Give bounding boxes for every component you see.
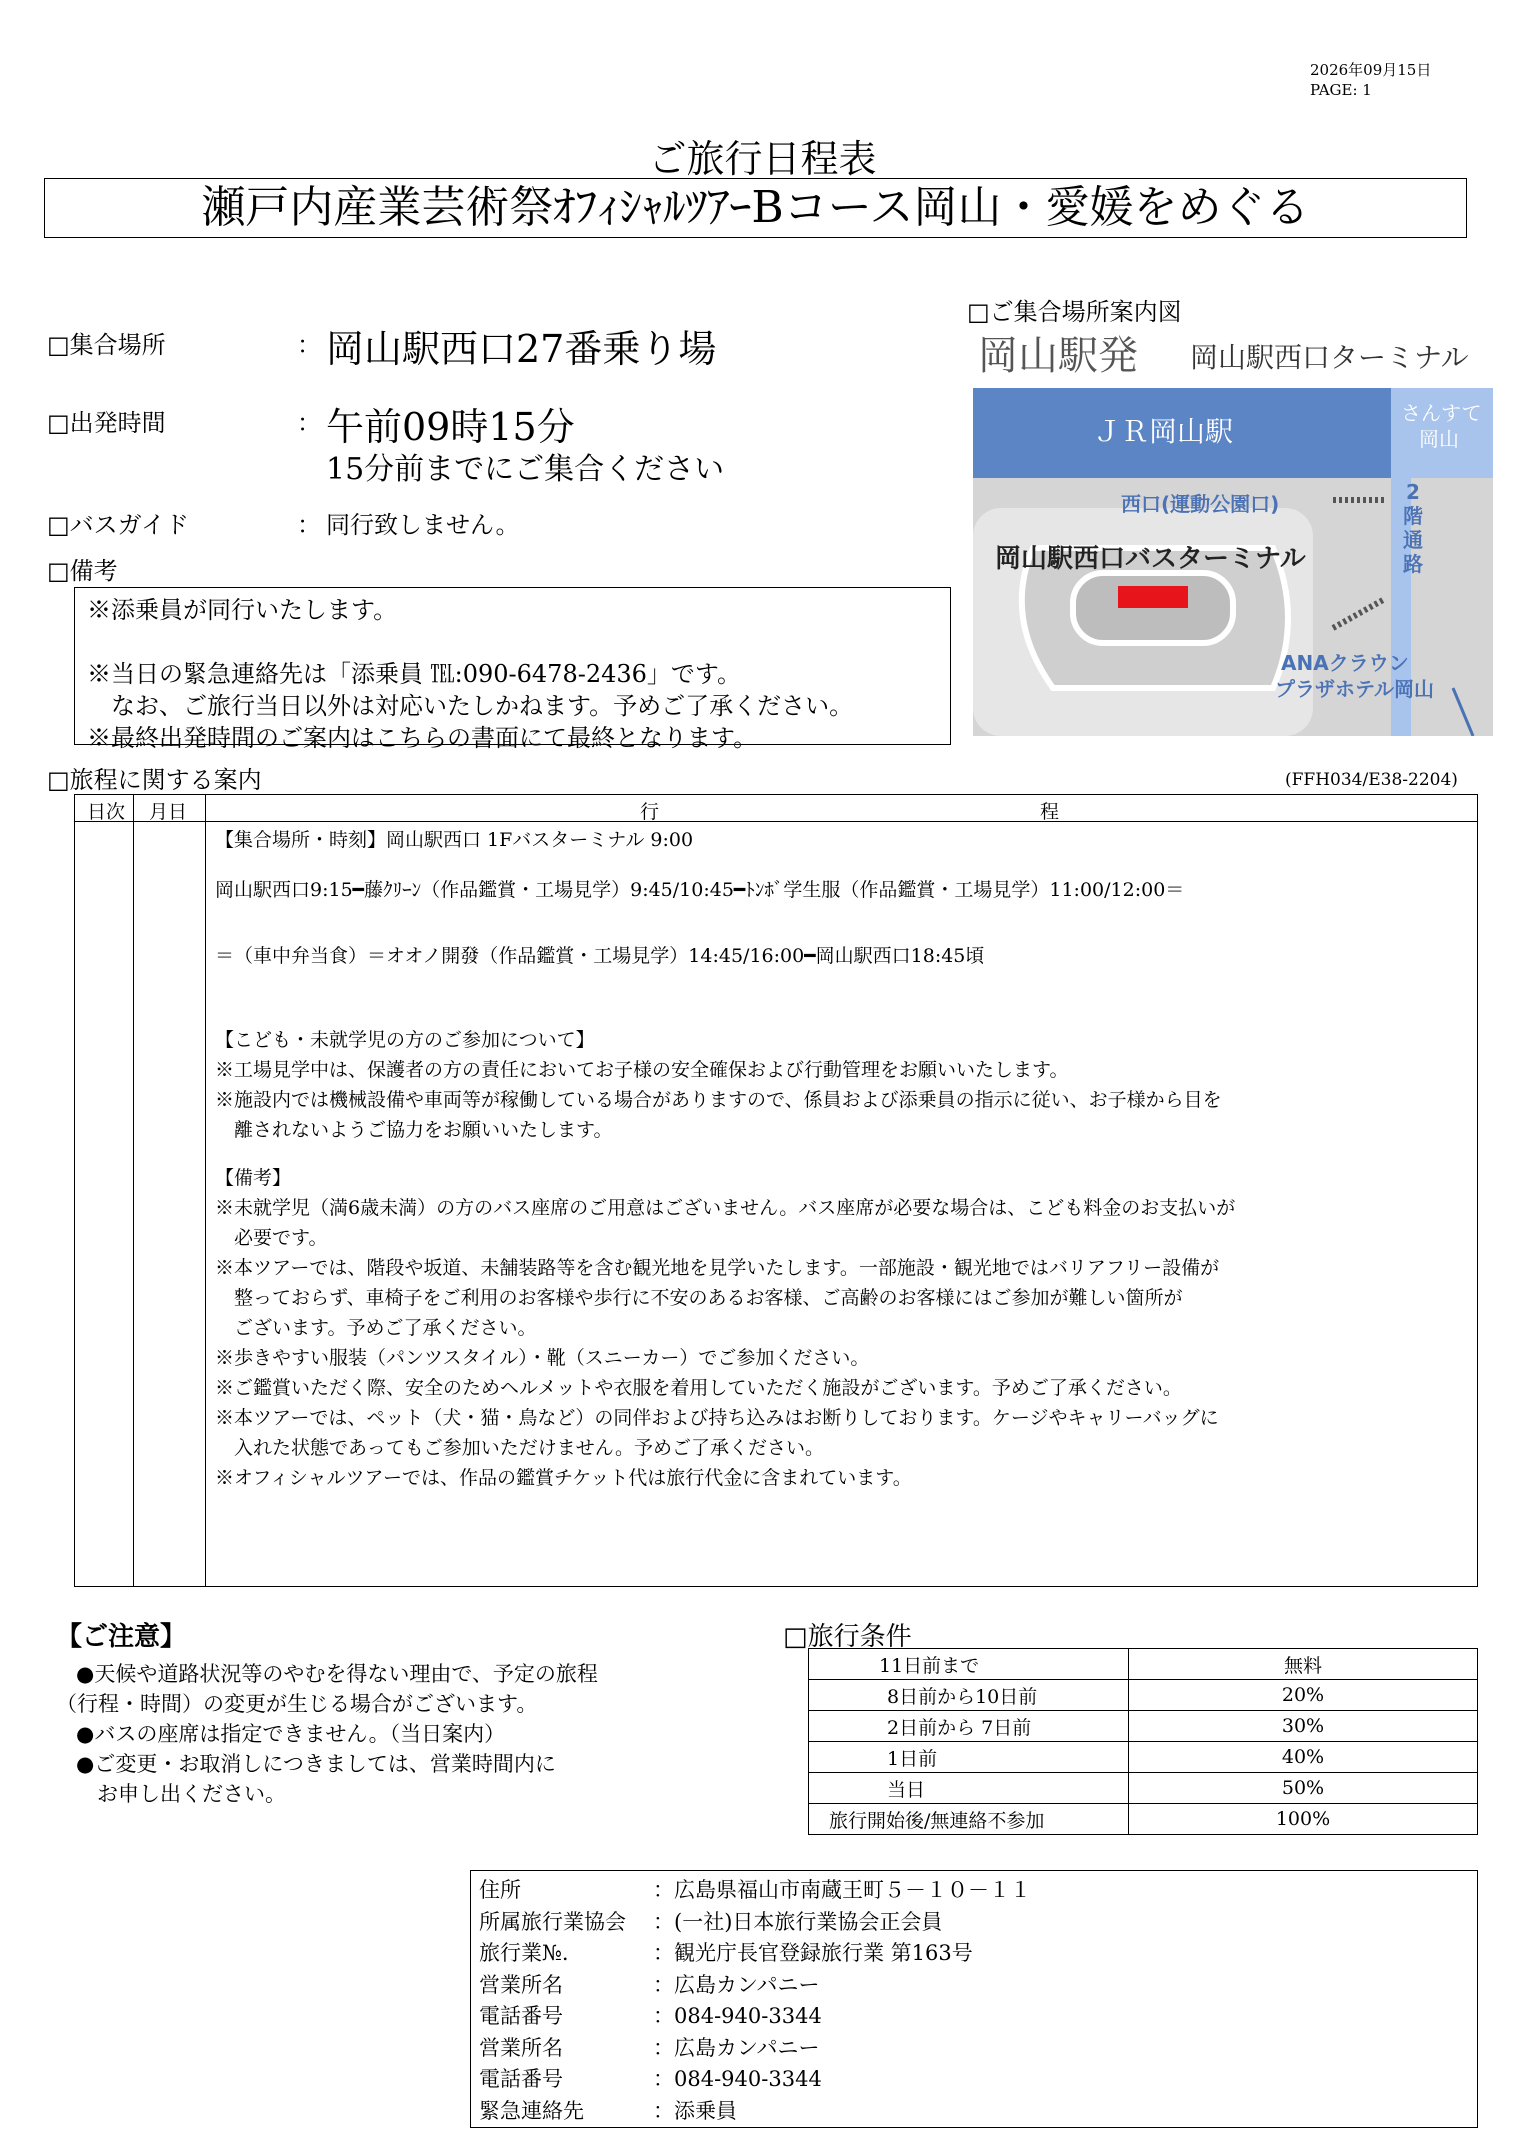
- itinerary-code: (FFH034/E38-2204): [1285, 770, 1458, 790]
- itinerary-line: 必要です。: [215, 1227, 328, 1249]
- condition-fee: 100%: [1129, 1804, 1478, 1835]
- itinerary-line: 【備考】: [215, 1167, 292, 1189]
- map-sansute: [1401, 400, 1482, 452]
- departure-colon: ：: [297, 409, 321, 437]
- company-value: ：広島カンパニー: [653, 1972, 820, 1997]
- header-itinerary-2: 程: [1040, 801, 1060, 823]
- map-floor2-char: 2: [1406, 480, 1420, 504]
- remarks-line: ※最終出発時間のご案内はこちらの書面にて最終となります。: [87, 724, 758, 752]
- itinerary-line: ございます。予めご了承ください。: [215, 1317, 537, 1339]
- document-title: ご旅行日程表: [648, 137, 877, 181]
- company-value: ：観光庁長官登録旅行業 第163号: [653, 1941, 973, 1965]
- remarks-label: □備考: [47, 557, 118, 585]
- tour-title-box: [44, 178, 1467, 238]
- itinerary-content: [215, 825, 1457, 1493]
- itinerary-line: ※施設内では機械設備や車両等が稼働している場合がありますので、係員および添乗員の指示に従い、お子様から目を: [215, 1089, 1222, 1111]
- company-key: 旅行業№.: [479, 1941, 569, 1965]
- map-label: □ご集合場所案内図: [967, 298, 1182, 326]
- company-key: 営業所名: [479, 1972, 563, 1997]
- map-bus-terminal: 岡山駅西口バスターミナル: [995, 544, 1306, 574]
- map-sansute-line1: さんすて: [1401, 401, 1482, 425]
- condition-period: 8日前から10日前: [809, 1680, 1129, 1711]
- itinerary-line: ※ご鑑賞いただく際、安全のためヘルメットや衣服を着用していただく施設がございます。予めご了承ください。: [215, 1377, 1182, 1399]
- guide-colon: ：: [297, 511, 321, 539]
- map-second-floor-corridor: [1401, 480, 1425, 576]
- conditions-row: [809, 1773, 1478, 1804]
- remarks-line: ※当日の緊急連絡先は「添乗員 ℡:090-6478-2436」です。: [87, 660, 741, 688]
- remarks-line: なお、ご旅行当日以外は対応いたしかねます。予めご了承ください。: [87, 692, 854, 720]
- column-divider: [205, 795, 206, 1586]
- condition-period: 旅行開始後/無連絡不参加: [809, 1804, 1129, 1835]
- header-day: 日次: [87, 801, 126, 823]
- itinerary-line: [215, 905, 1457, 941]
- meeting-colon: ：: [297, 331, 321, 359]
- remarks-line: ※添乗員が同行いたします。: [87, 596, 398, 624]
- caution-line: （行程・時間）の変更が生じる場合がございます。: [56, 1692, 538, 1716]
- caution-list: [56, 1659, 598, 1809]
- company-value: ：広島カンパニー: [653, 2035, 820, 2060]
- company-value: ：広島県福山市南蔵王町５－１０－１１: [653, 1878, 1031, 1902]
- departure-note: 15分前までにご集合ください: [326, 452, 725, 487]
- map-heading-small: 岡山駅西口ターミナル: [1190, 341, 1469, 374]
- map-floor2-char: 通: [1403, 528, 1423, 552]
- itinerary-line: ※未就学児（満6歳未満）の方のバス座席のご用意はございません。バス座席が必要な場合は、こども料金のお支払いが: [215, 1197, 1236, 1219]
- condition-fee: 50%: [1129, 1773, 1478, 1804]
- company-row: [479, 2064, 1469, 2096]
- company-row: [479, 2033, 1469, 2065]
- conditions-table: [808, 1648, 1478, 1835]
- meeting-place-map: [973, 388, 1493, 736]
- meeting-label: □集合場所: [47, 331, 166, 359]
- column-divider: [133, 795, 134, 1586]
- company-row: [479, 1938, 1469, 1970]
- company-value: ：(一社)日本旅行業協会正会員: [653, 1909, 943, 1934]
- company-value: ：添乗員: [653, 2098, 737, 2123]
- page-number: PAGE: 1: [1310, 81, 1372, 99]
- map-floor2-char: 階: [1403, 504, 1423, 528]
- itinerary-line: [215, 1001, 1457, 1025]
- company-info-box: [470, 1870, 1478, 2128]
- caution-line: お申し出ください。: [76, 1782, 286, 1806]
- itinerary-table: [74, 794, 1478, 1587]
- company-row: [479, 2096, 1469, 2128]
- map-west-exit: 西口(運動公園口): [1121, 492, 1280, 516]
- itinerary-line: [215, 1145, 1457, 1163]
- condition-fee: 40%: [1129, 1742, 1478, 1773]
- company-key: 住所: [479, 1878, 521, 1902]
- itinerary-line: 【集合場所・時刻】岡山駅西口 1Fバスターミナル 9:00: [215, 829, 694, 851]
- guide-value: 同行致しません。: [326, 511, 520, 539]
- caution-line: ●バスの座席は指定できません。（当日案内）: [76, 1722, 506, 1746]
- caution-section: [56, 1616, 598, 1809]
- conditions-row: [809, 1711, 1478, 1742]
- condition-fee: 30%: [1129, 1711, 1478, 1742]
- departure-value: 午前09時15分: [326, 405, 575, 449]
- itinerary-line: 整っておらず、車椅子をご利用のお客様や歩行に不安のあるお客様、ご高齢のお客様にはご参加が難しい箇所が: [215, 1287, 1183, 1309]
- map-hotel-line1: ANAクラウン: [1281, 651, 1409, 675]
- header-date: 月日: [149, 801, 188, 823]
- remarks-box: [74, 587, 951, 752]
- itinerary-line: ※本ツアーでは、階段や坂道、未舗装路等を含む観光地を見学いたします。一部施設・観光地ではバリアフリー設備が: [215, 1257, 1220, 1279]
- conditions-row: [809, 1804, 1478, 1835]
- caution-title: 【ご注意】: [56, 1622, 187, 1652]
- company-key: 電話番号: [479, 2067, 563, 2091]
- itinerary-line: 【こども・未就学児の方のご参加について】: [215, 1029, 595, 1051]
- map-hotel: [1275, 650, 1434, 702]
- company-row: [479, 1970, 1469, 2002]
- itinerary-label: □旅程に関する案内: [47, 766, 262, 794]
- itinerary-line: 岡山駅西口9:15━藤ｸﾘｰﾝ（作品鑑賞・工場見学）9:45/10:45━ﾄﾝﾎﾞ学生服（作品鑑賞・工場見学）11:00/12:00＝: [215, 879, 1185, 901]
- itinerary-line: ※本ツアーでは、ペット（犬・猫・鳥など）の同伴および持ち込みはお断りしております。ケージやキャリーバッグに: [215, 1407, 1219, 1429]
- map-sansute-line2: 岡山: [1419, 427, 1459, 451]
- map-hotel-line2: プラザホテル岡山: [1275, 677, 1434, 701]
- conditions-row: [809, 1742, 1478, 1773]
- map-floor2-char: 路: [1403, 552, 1423, 576]
- caution-line: ●ご変更・お取消しにつきましては、営業時間内に: [76, 1752, 556, 1776]
- remarks-line: [87, 626, 938, 658]
- itinerary-line: [215, 971, 1457, 1001]
- company-value: ：084-940-3344: [653, 2067, 822, 2091]
- company-row: [479, 1875, 1469, 1907]
- itinerary-line: ＝（車中弁当食）＝オオノ開發（作品鑑賞・工場見学）14:45/16:00━岡山駅西口18:45頃: [215, 945, 985, 967]
- condition-period: 当日: [809, 1773, 1129, 1804]
- company-key: 営業所名: [479, 2035, 563, 2060]
- header-date-block: [1310, 60, 1431, 100]
- itinerary-line: ※工場見学中は、保護者の方の責任においてお子様の安全確保および行動管理をお願いいたします。: [215, 1059, 1069, 1081]
- itinerary-line: 入れた状態であってもご参加いただけません。予めご了承ください。: [215, 1437, 824, 1459]
- condition-period: 1日前: [809, 1742, 1129, 1773]
- meeting-value: 岡山駅西口27番乗り場: [326, 327, 717, 371]
- departure-label: □出発時間: [47, 409, 166, 437]
- tour-title: 瀬戸内産業芸術祭ｵﾌｨｼｬﾙﾂｱｰBコース岡山・愛媛をめぐる: [201, 182, 1310, 233]
- itinerary-line: 離されないようご協力をお願いいたします。: [215, 1119, 613, 1141]
- conditions-title: □旅行条件: [783, 1622, 912, 1652]
- print-date: 2026年09月15日: [1310, 61, 1432, 79]
- conditions-row: [809, 1649, 1478, 1680]
- itinerary-line: ※歩きやすい服装（パンツスタイル）・靴（スニーカー）でご参加ください。: [215, 1347, 870, 1369]
- company-value: ：084-940-3344: [653, 2004, 822, 2028]
- company-key: 所属旅行業協会: [479, 1909, 626, 1934]
- conditions-row: [809, 1680, 1478, 1711]
- caution-line: ●天候や道路状況等のやむを得ない理由で、予定の旅程: [76, 1662, 598, 1686]
- map-jr-station: ＪＲ岡山駅: [1093, 415, 1234, 448]
- condition-period: 2日前から 7日前: [809, 1711, 1129, 1742]
- itinerary-line: [215, 855, 1457, 875]
- condition-fee: 無料: [1129, 1649, 1478, 1680]
- company-key: 緊急連絡先: [479, 2098, 584, 2123]
- guide-label: □バスガイド: [47, 511, 189, 539]
- itinerary-table-header: [75, 795, 1477, 822]
- map-heading-big: 岡山駅発: [978, 333, 1138, 379]
- company-key: 電話番号: [479, 2004, 563, 2028]
- condition-period: 11日前まで: [809, 1649, 1129, 1680]
- company-row: [479, 2001, 1469, 2033]
- condition-fee: 20%: [1129, 1680, 1478, 1711]
- company-row: [479, 1907, 1469, 1939]
- itinerary-line: ※オフィシャルツアーでは、作品の鑑賞チケット代は旅行代金に含まれています。: [215, 1467, 912, 1489]
- header-itinerary-1: 行: [640, 801, 660, 823]
